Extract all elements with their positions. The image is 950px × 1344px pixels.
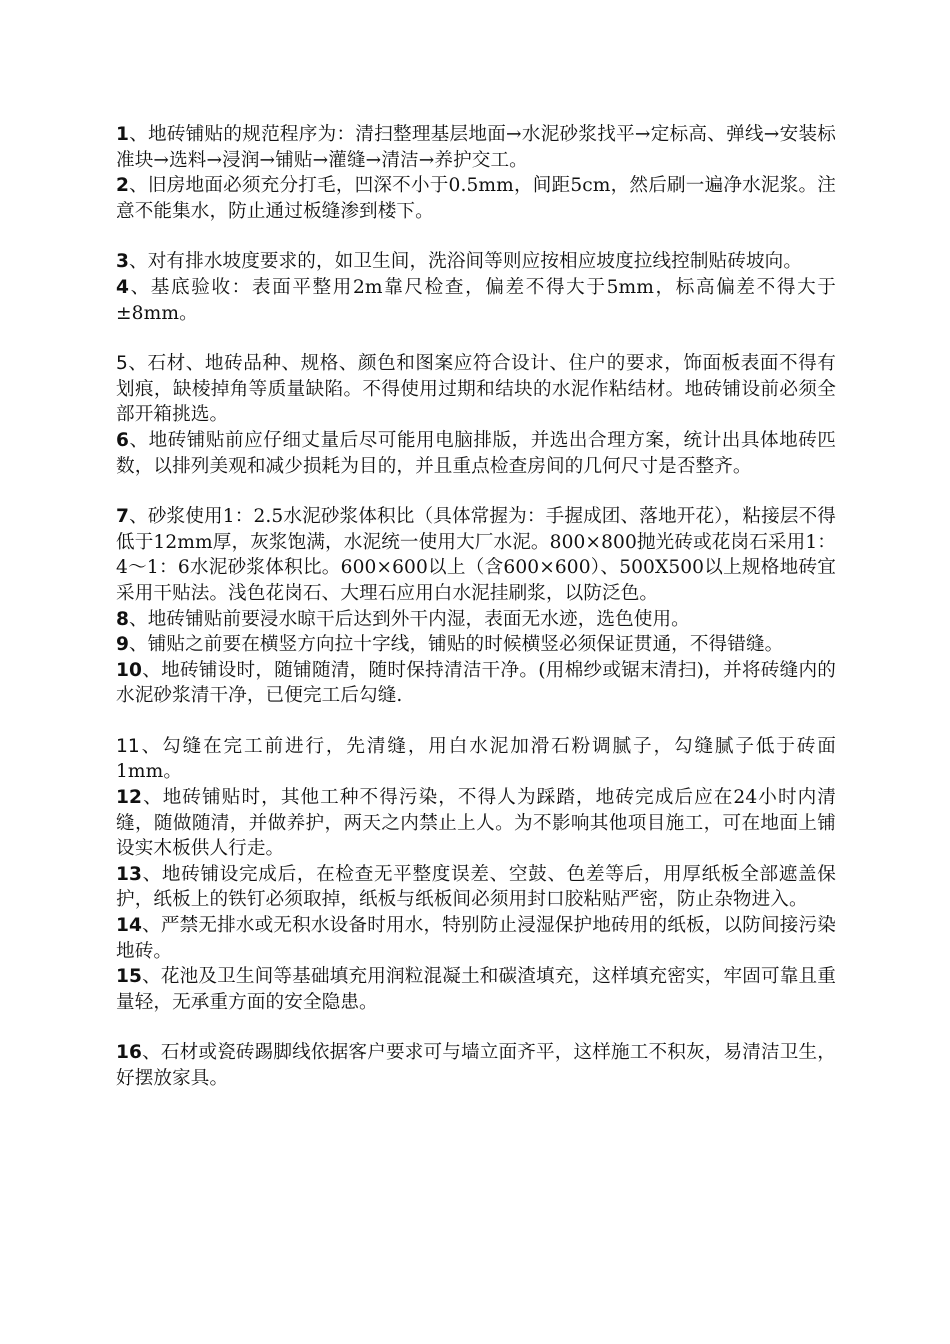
list-item — [116, 275, 836, 326]
item-text: 、石材、地砖品种、规格、颜色和图案应符合设计、住户的要求，饰面板表面不得有划痕，缺棱掉角等质量缺陷。不得使用过期和结块的水泥作粘结材。地砖铺设前必须全部开箱挑选。 — [116, 353, 836, 426]
list-item — [116, 632, 836, 658]
item-number: 11 — [116, 735, 140, 757]
item-text: 、旧房地面必须充分打毛，凹深不小于0.5mm，间距5cm，然后刷一遍净水泥浆。注意不能集水，防止通过板缝渗到楼下。 — [116, 175, 836, 222]
item-number: 1 — [116, 124, 130, 145]
item-text: 、地砖铺贴的规范程序为：清扫整理基层地面→水泥砂浆找平→定标高、弹线→安装标准块→选料→浸润→铺贴→灌缝→清洁→养护交工。 — [116, 124, 836, 171]
list-item — [116, 504, 836, 606]
item-number: 4 — [116, 276, 130, 298]
item-text: 、严禁无排水或无积水设备时用水，特别防止浸湿保护地砖用的纸板，以防间接污染地砖。 — [116, 915, 836, 962]
item-text: 、地砖铺贴时，其他工种不得污染，不得人为踩踏，地砖完成后应在24小时内清缝，随做随清，并做养护，两天之内禁止上人。为不影响其他项目施工，可在地面上铺设实木板供人行走。 — [116, 787, 836, 860]
list-item — [116, 122, 836, 173]
list-item — [116, 351, 836, 428]
item-text: 、对有排水坡度要求的，如卫生间，洗浴间等则应按相应坡度拉线控制贴砖坡向。 — [129, 251, 803, 273]
document-body — [116, 122, 836, 1092]
item-number: 6 — [116, 429, 130, 451]
item-number: 8 — [116, 608, 130, 630]
item-number: 13 — [116, 863, 143, 885]
item-number: 16 — [116, 1042, 143, 1064]
item-text: 、勾缝在完工前进行，先清缝，用白水泥加滑石粉调腻子，勾缝腻子低于砖面1mm。 — [116, 735, 836, 783]
item-number: 9 — [116, 634, 130, 656]
item-text: 、铺贴之前要在横竖方向拉十字线，铺贴的时候横竖必须保证贯通，不得错缝。 — [129, 634, 784, 656]
item-number: 10 — [116, 659, 143, 681]
list-item — [116, 913, 836, 964]
item-text: 、地砖铺设完成后，在检查无平整度误差、空鼓、色差等后，用厚纸板全部遮盖保护，纸板上的铁钉必须取掉，纸板与纸板间必须用封口胶粘贴严密，防止杂物进入。 — [116, 863, 836, 911]
item-text: 、地砖铺设时，随铺随清，随时保持清洁干净。(用棉纱或锯末清扫)，并将砖缝内的水泥砂浆清干净，已便完工后勾缝. — [116, 659, 836, 707]
item-text: 、基底验收：表面平整用2m靠尺检查，偏差不得大于5mm，标高偏差不得大于±8mm。 — [116, 276, 836, 324]
item-text: 、花池及卫生间等基础填充用润粒混凝土和碳渣填充，这样填充密实，牢固可靠且重量轻，无承重方面的安全隐患。 — [116, 966, 836, 1013]
list-item — [116, 607, 836, 633]
list-item — [116, 428, 836, 479]
item-number: 5 — [116, 353, 128, 375]
item-number: 12 — [116, 787, 143, 809]
list-item — [116, 964, 836, 1015]
list-item — [116, 734, 836, 785]
item-number: 14 — [116, 915, 143, 937]
list-item — [116, 173, 836, 224]
list-item — [116, 249, 836, 275]
item-number: 2 — [116, 175, 130, 197]
item-text: 、砂浆使用1：2.5水泥砂浆体积比（具体常握为：手握成团、落地开花），粘接层不得低于12mm厚，灰浆饱满，水泥统一使用大厂水泥。800×800抛光砖或花岗石采用1：4～1：6水泥砂浆体积比。600×600以上（含600×600）、500X500以上规格地砖宜采用干贴法。浅色花岗石、大理石应用白水泥挂刷浆，以防泛色。 — [116, 506, 836, 604]
item-number: 3 — [116, 251, 130, 273]
item-text: 、地砖铺贴前应仔细丈量后尽可能用电脑排版，并选出合理方案，统计出具体地砖匹数，以排列美观和减少损耗为目的，并且重点检查房间的几何尺寸是否整齐。 — [116, 429, 836, 477]
item-text: 、石材或瓷砖踢脚线依据客户要求可与墙立面齐平，这样施工不积灰，易清洁卫生，好摆放家具。 — [116, 1042, 836, 1089]
list-item — [116, 1040, 836, 1091]
item-number: 7 — [116, 506, 130, 528]
list-item — [116, 658, 836, 709]
item-number: 15 — [116, 966, 143, 988]
item-text: 、地砖铺贴前要浸水晾干后达到外干内湿，表面无水迹，选色使用。 — [129, 608, 690, 630]
list-item — [116, 785, 836, 862]
list-item — [116, 862, 836, 913]
